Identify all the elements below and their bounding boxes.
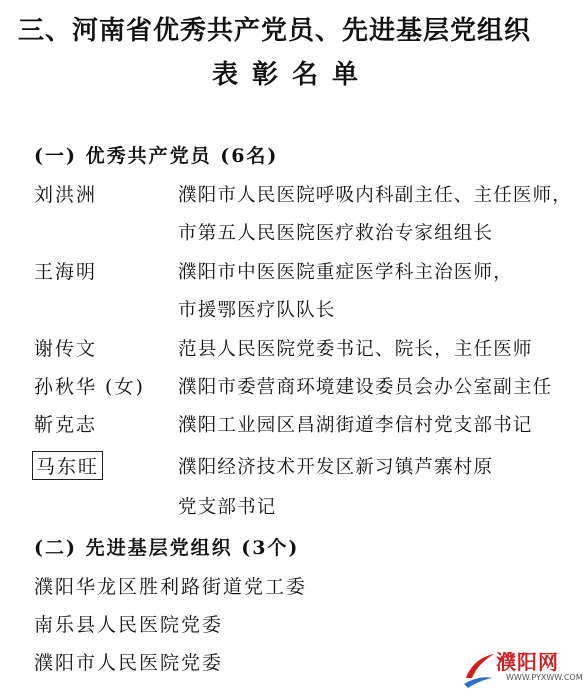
person-desc-line: 党支部书记	[178, 497, 277, 518]
person-name: 谢传文	[34, 338, 98, 360]
watermark-url: WWW.PYXWW.COM	[506, 673, 583, 682]
section-2-title: (二) 先进基层党组织 (3个)	[34, 537, 300, 559]
person-desc-line: 濮阳经济技术开发区新习镇芦寨村原	[178, 457, 494, 478]
person-desc-line: 范县人民医院党委书记、院长，主任医师	[178, 339, 533, 360]
heading-line-1: 三、河南省优秀共产党员、先进基层党组织	[18, 16, 532, 46]
heading-line-2: 表彰名单	[211, 60, 372, 90]
person-desc-line: 濮阳市委营商环境建设委员会办公室副主任	[178, 377, 553, 398]
person-name: 孙秋华 (女)	[34, 376, 145, 398]
watermark-text: 濮阳网	[496, 650, 559, 674]
swoosh-logo-icon	[462, 648, 496, 688]
section-1-title: (一) 优秀共产党员 (6名)	[34, 145, 279, 167]
org-item: 濮阳市人民医院党委	[34, 652, 224, 674]
org-item: 南乐县人民医院党委	[34, 614, 224, 636]
person-desc-line: 濮阳市人民医院呼吸内科副主任、主任医师，	[178, 185, 573, 206]
person-name: 刘洪洲	[34, 184, 98, 206]
org-item: 濮阳华龙区胜利路街道党工委	[34, 576, 308, 598]
person-desc-line: 濮阳工业园区昌湖街道李信村党支部书记	[178, 415, 533, 436]
person-desc-line: 市援鄂医疗队队长	[178, 300, 336, 321]
person-desc-line: 市第五人民医院医疗救治专家组组长	[178, 223, 494, 244]
person-name: 靳克志	[34, 414, 98, 436]
person-name-boxed: 马东旺	[32, 451, 103, 480]
person-name: 王海明	[34, 261, 98, 283]
person-desc-line: 濮阳市中医医院重症医学科主治医师，	[178, 262, 513, 283]
site-watermark	[460, 646, 584, 691]
